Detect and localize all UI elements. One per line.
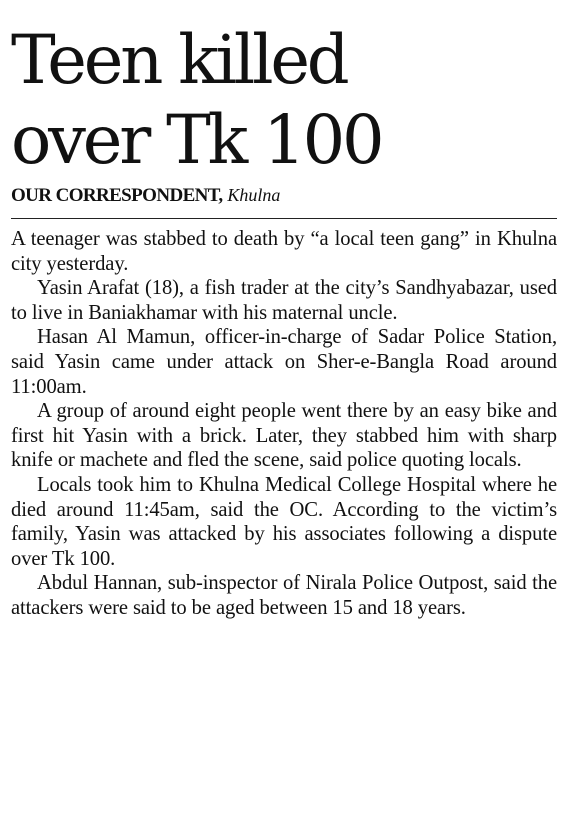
paragraph-1: A teenager was stabbed to death by “a local teen gang” in Khulna city yesterday. (11, 228, 557, 275)
byline-location: Khulna (227, 185, 281, 205)
divider-rule (11, 218, 557, 219)
paragraph-4: A group of around eight people went there by an easy bike and first hit Yasin with a brick. Later, they stabbed him with sharp knife or machete and fled the scene, said police quoting locals. (11, 400, 557, 472)
paragraph-3: Hasan Al Mamun, officer-in-charge of Sadar Police Station, said Yasin came under attack on Sher-e-Bangla Road around 11:00am. (11, 326, 557, 398)
headline-line-1: Teen killed (11, 21, 347, 99)
paragraph-5: Locals took him to Khulna Medical College Hospital where he died around 11:45am, said the OC. According to the victim’s family, Yasin was attacked by his associates following a dispute over Tk 100. (11, 473, 557, 570)
paragraph-6: Abdul Hannan, sub-inspector of Nirala Police Outpost, said the attackers were said to be aged between 15 and 18 years. (11, 572, 557, 619)
byline (11, 183, 557, 208)
headline-line-2: over Tk 100 (11, 101, 382, 179)
paragraph-2: Yasin Arafat (18), a fish trader at the city’s Sandhyabazar, used to live in Baniakhamar with his maternal uncle. (11, 277, 557, 324)
news-article (11, 0, 557, 621)
headline (11, 0, 557, 180)
byline-correspondent: OUR CORRESPONDENT, (11, 185, 223, 206)
article-body (11, 227, 557, 621)
